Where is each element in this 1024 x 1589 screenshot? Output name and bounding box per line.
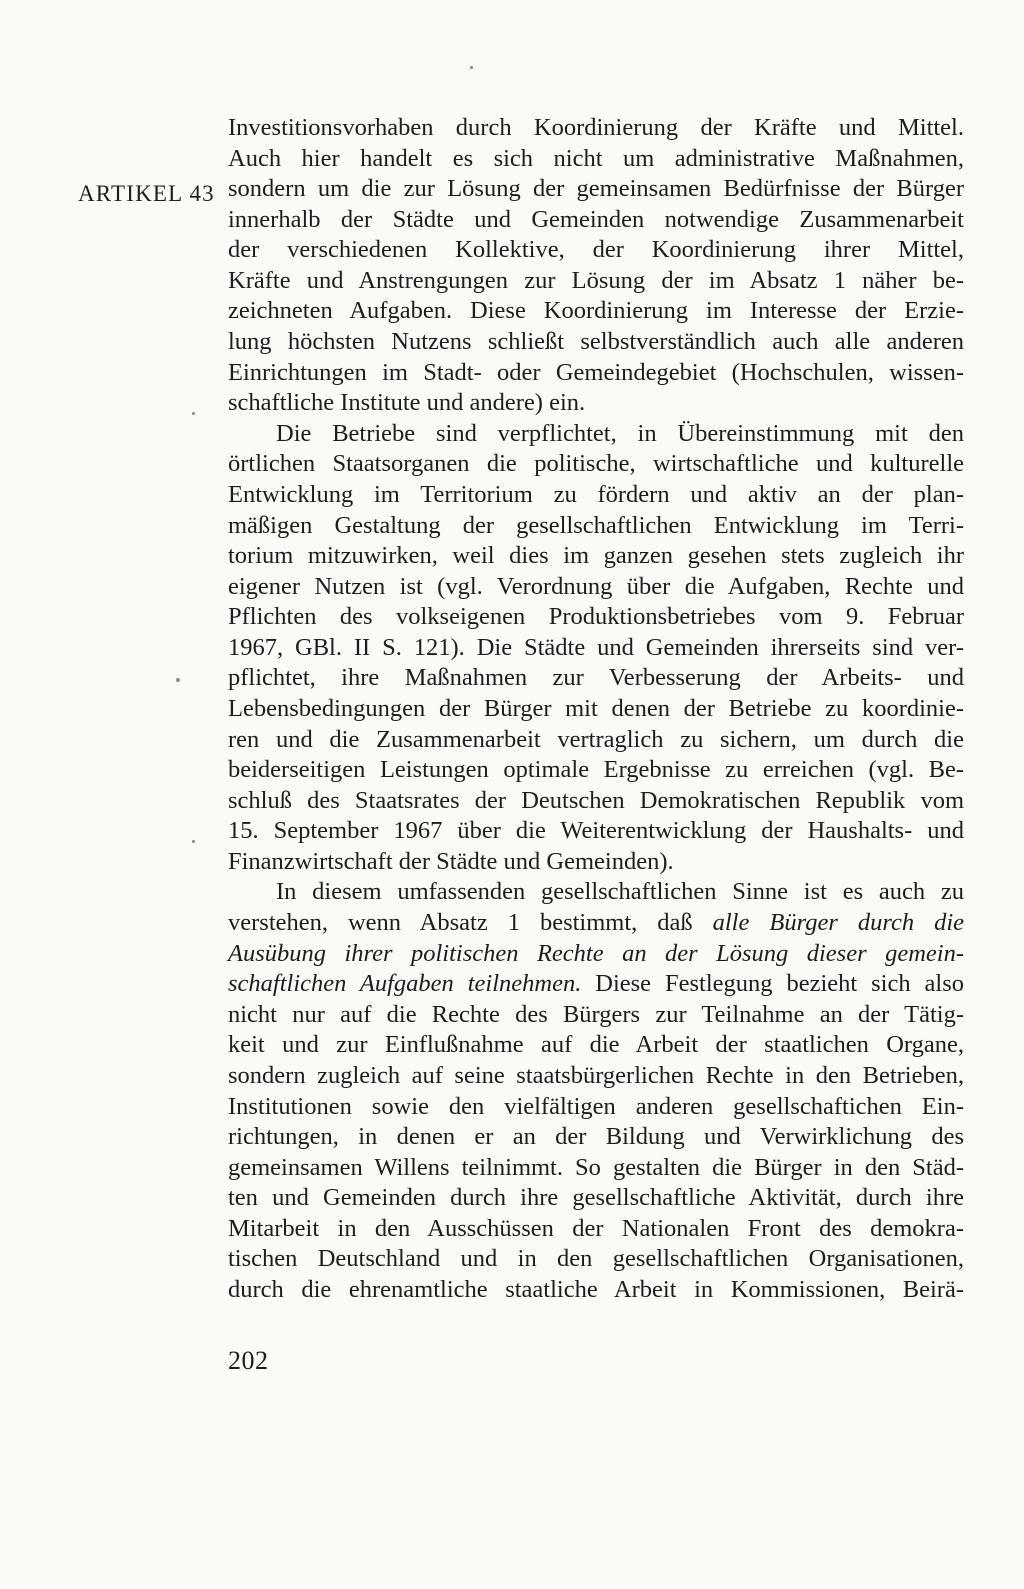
text-line: schaftliche Institute und andere) ein. [228, 389, 586, 417]
text-line: ten und Gemeinden durch ihre gesellschaftliche Aktivität, durch ihre [228, 1184, 964, 1212]
text-line: gemeinsamen Willens teilnimmt. So gestalten die Bürger in den Städ- [228, 1153, 964, 1181]
italic-quote: Ausübung ihrer politischen Rechte an der Lösung dieser gemein- [228, 939, 964, 967]
text-line [228, 939, 964, 970]
text-line: zeichneten Aufgaben. Diese Koordinierung im Interesse der Erzie- [228, 297, 964, 325]
text-line: ren und die Zusammenarbeit vertraglich zu sichern, um durch die [228, 725, 964, 753]
text-segment: verstehen, wenn Absatz 1 bestimmt, daß [228, 909, 693, 937]
italic-quote: alle Bürger durch die [712, 909, 965, 937]
text-line: Lebensbedingungen der Bürger mit denen der Betriebe zu koordinie- [228, 694, 964, 722]
text-line: eigener Nutzen ist (vgl. Verordnung über die Aufgaben, Rechte und [228, 572, 964, 600]
text-line: lung höchsten Nutzens schließt selbstverständlich auch alle anderen [228, 328, 964, 356]
text-line [228, 908, 964, 939]
scan-speck [192, 412, 195, 415]
body-text [228, 113, 964, 1306]
article-margin-label: ARTIKEL 43 [78, 181, 215, 206]
text-line: 1967, GBl. II S. 121). Die Städte und Gemeinden ihrerseits sind ver- [228, 633, 964, 661]
text-line: Institutionen sowie den vielfältigen anderen gesellschaftichen Ein- [228, 1092, 964, 1120]
text-line: tischen Deutschland und in den gesellschaftlichen Organisationen, [228, 1245, 964, 1273]
scan-speck [176, 678, 180, 682]
text-line: Kräfte und Anstrengungen zur Lösung der im Absatz 1 näher be- [228, 266, 964, 294]
text-line: schluß des Staatsrates der Deutschen Demokratischen Republik vom [228, 786, 964, 814]
text-line: innerhalb der Städte und Gemeinden notwendige Zusammenarbeit [228, 205, 964, 233]
text-line: der verschiedenen Kollektive, der Koordinierung ihrer Mittel, [228, 236, 964, 264]
text-line: 15. September 1967 über die Weiterentwicklung der Haushalts- und [228, 817, 964, 845]
scan-speck [192, 840, 195, 843]
text-line: Pflichten des volkseigenen Produktionsbetriebes vom 9. Februar [228, 603, 964, 631]
text-line: Entwicklung im Territorium zu fördern und aktiv an der plan- [228, 480, 964, 508]
text-line: Finanzwirtschaft der Städte und Gemeinden). [228, 847, 674, 875]
text-line: sondern zugleich auf seine staatsbürgerlichen Rechte in den Betrieben, [228, 1061, 964, 1089]
paragraph-first-line: In diesem umfassenden gesellschaftlichen Sinne ist es auch zu [276, 878, 964, 906]
text-line: beiderseitigen Leistungen optimale Ergebnisse zu erreichen (vgl. Be- [228, 756, 964, 784]
text-line [228, 969, 964, 1000]
text-line: sondern um die zur Lösung der gemeinsamen Bedürfnisse der Bürger [228, 175, 964, 203]
text-line: örtlichen Staatsorganen die politische, wirtschaftliche und kulturelle [228, 450, 964, 478]
text-line: Mitarbeit in den Ausschüssen der Nationalen Front des demokra- [228, 1214, 964, 1242]
text-line: keit und zur Einflußnahme auf die Arbeit der staatlichen Organe, [228, 1031, 964, 1059]
text-line: mäßigen Gestaltung der gesellschaftlichen Entwicklung im Terri- [228, 511, 964, 539]
text-line: Auch hier handelt es sich nicht um administrative Maßnahmen, [228, 144, 964, 172]
text-line: nicht nur auf die Rechte des Bürgers zur Teilnahme an der Tätig- [228, 1000, 964, 1028]
text-segment: Diese Festlegung bezieht sich also [595, 970, 964, 998]
text-line: pflichtet, ihre Maßnahmen zur Verbesserung der Arbeits- und [228, 664, 964, 692]
scan-speck [470, 66, 473, 69]
text-line: Investitionsvorhaben durch Koordinierung der Kräfte und Mittel. [228, 114, 964, 141]
text-line: durch die ehrenamtliche staatliche Arbeit in Kommissionen, Beirä- [228, 1275, 964, 1303]
page-number: 202 [228, 1346, 269, 1375]
text-line: richtungen, in denen er an der Bildung und Verwirklichung des [228, 1123, 964, 1151]
text-line: torium mitzuwirken, weil dies im ganzen gesehen stets zugleich ihr [228, 542, 964, 570]
text-line: Einrichtungen im Stadt- oder Gemeindegebiet (Hochschulen, wissen- [228, 358, 964, 386]
italic-quote: schaftlichen Aufgaben teilnehmen. [228, 970, 582, 998]
paragraph-first-line: Die Betriebe sind verpflichtet, in Übereinstimmung mit den [276, 419, 964, 447]
